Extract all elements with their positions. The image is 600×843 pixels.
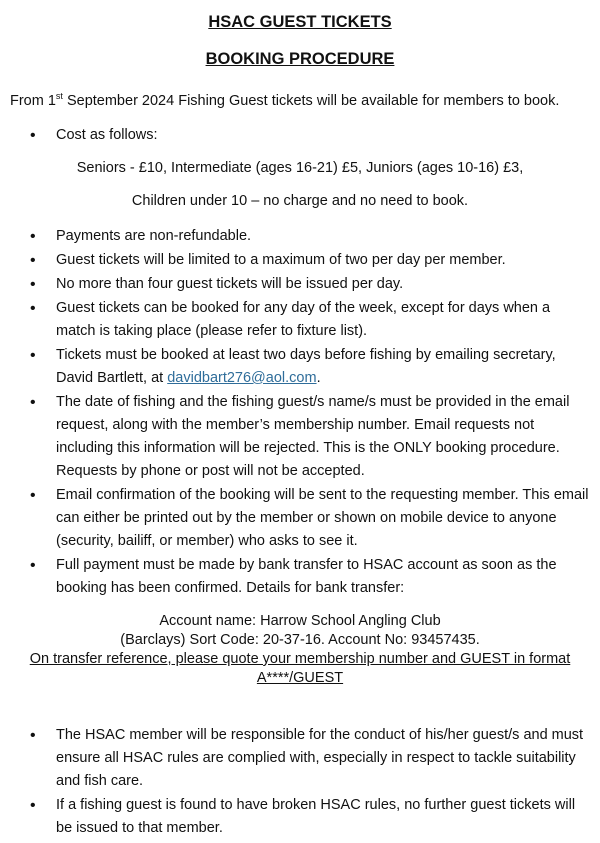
cost-children: Children under 10 – no charge and no need to book. <box>131 192 469 209</box>
rule-item: • No more than four guest tickets will be issued per day. <box>10 273 590 296</box>
bank-sort-code: (Barclays) Sort Code: 20-37-16. Account No: 93457435. <box>120 631 480 648</box>
rule-item: • The date of fishing and the fishing guest/s name/s must be provided in the email request, along with the member’s membership number. Email requests not including this information will be rejected. This is the ONLY booking procedure. Requests by phone or post will not be accepted. <box>10 391 590 483</box>
rule-item: • Guest tickets will be limited to a maximum of two per day per member. <box>10 249 590 272</box>
rules-list <box>10 225 590 600</box>
cost-list <box>10 124 590 147</box>
rule-item: • Full payment must be made by bank transfer to HSAC account as soon as the booking has been confirmed. Details for bank transfer: <box>10 554 590 600</box>
intro-text-end: September 2024 Fishing Guest tickets will be available for members to book. <box>62 92 560 109</box>
document-subtitle: BOOKING PROCEDURE <box>205 50 395 68</box>
booking-text-end: . <box>316 369 321 386</box>
rule-item: • Email confirmation of the booking will be sent to the requesting member. This email can either be printed out by the member or shown on mobile device to anyone (security, bailiff, or member) who asks to see it. <box>10 484 590 553</box>
booking-text: Tickets must be booked at least two days before fishing by emailing secretary, David Bartlett, at <box>56 346 556 386</box>
cost-heading: • Cost as follows: <box>10 124 590 147</box>
bank-details <box>10 612 590 688</box>
cost-prices: Seniors - £10, Intermediate (ages 16-21) £5, Juniors (ages 10-16) £3, <box>76 159 524 176</box>
bank-reference-instruction: On transfer reference, please quote your membership number and GUEST in format A****/GUEST <box>29 650 571 686</box>
bank-account-name: Account name: Harrow School Angling Club <box>159 612 441 629</box>
rule-item: • Guest tickets can be booked for any day of the week, except for days when a match is taking place (please refer to fixture list). <box>10 297 590 343</box>
rule-item: • The HSAC member will be responsible for the conduct of his/her guest/s and must ensure all HSAC rules are complied with, especially in respect to tackle suitability and fish care. <box>10 724 590 793</box>
document-title: HSAC GUEST TICKETS <box>208 13 392 31</box>
secretary-email-link[interactable]: davidbart276@aol.com <box>167 369 317 386</box>
rule-item: • Payments are non-refundable. <box>10 225 590 248</box>
rule-item: • If a fishing guest is found to have broken HSAC rules, no further guest tickets will be issued to that member. <box>10 794 590 840</box>
intro-ordinal-suffix: st <box>55 91 63 101</box>
intro-paragraph <box>10 86 590 111</box>
conduct-list <box>10 724 590 840</box>
intro-text-start: From 1 <box>10 92 56 109</box>
booking-rule <box>10 344 590 390</box>
